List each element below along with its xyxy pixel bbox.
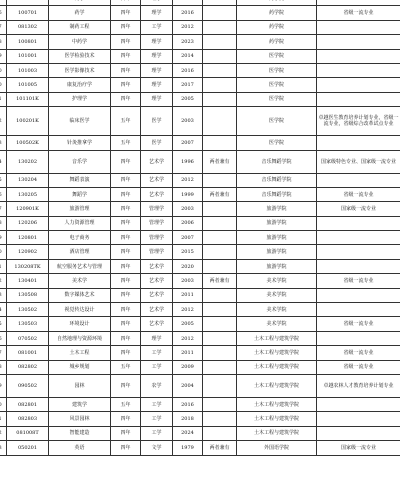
major-name-cell: 舞蹈学	[49, 187, 111, 201]
major-code-cell: 130205	[7, 187, 49, 201]
duration-cell: 五年	[111, 136, 141, 150]
table-row	[0, 412, 400, 426]
degree-field-cell: 文学	[141, 441, 173, 455]
degree-type-cell	[203, 49, 237, 63]
college-cell: 土木工程与建筑学院	[237, 426, 317, 440]
table-row	[0, 49, 400, 63]
start-year-cell: 2023	[173, 35, 203, 49]
degree-type-cell	[203, 245, 237, 259]
major-code-cell: 100502K	[7, 136, 49, 150]
college-cell: 土木工程与建筑学院	[237, 331, 317, 345]
duration-cell: 四年	[111, 346, 141, 360]
remarks-cell	[317, 412, 400, 426]
remarks-cell	[317, 331, 400, 345]
table-row	[0, 78, 400, 92]
table-row	[0, 274, 400, 288]
college-cell: 医学院	[237, 136, 317, 150]
degree-type-cell	[203, 78, 237, 92]
major-code-cell: 090502	[7, 374, 49, 397]
major-code-cell: 081001	[7, 346, 49, 360]
major-code-cell: 101003	[7, 63, 49, 77]
college-cell: 医学院	[237, 78, 317, 92]
major-code-cell: 082803	[7, 412, 49, 426]
degree-type-cell: 两者兼有	[203, 441, 237, 455]
duration-cell: 四年	[111, 63, 141, 77]
degree-field-cell: 医学	[141, 136, 173, 150]
major-name-cell: 酒店管理	[49, 245, 111, 259]
major-code-cell: 130503	[7, 317, 49, 331]
degree-type-cell: 两者兼有	[203, 274, 237, 288]
major-code-cell: 120801	[7, 231, 49, 245]
table-row	[0, 346, 400, 360]
table-row	[0, 216, 400, 230]
table-row	[0, 202, 400, 216]
major-name-cell: 人力资源管理	[49, 216, 111, 230]
remarks-cell	[317, 259, 400, 273]
major-code-cell: 120901K	[7, 202, 49, 216]
table-row	[0, 360, 400, 374]
college-cell: 医学院	[237, 49, 317, 63]
duration-cell: 五年	[111, 397, 141, 411]
major-name-cell: 康复治疗学	[49, 78, 111, 92]
degree-type-cell	[203, 397, 237, 411]
start-year-cell: 2007	[173, 136, 203, 150]
start-year-cell: 2015	[173, 245, 203, 259]
degree-field-cell: 理学	[141, 63, 173, 77]
major-code-cell: 070502	[7, 331, 49, 345]
college-cell: 旅游学院	[237, 216, 317, 230]
remarks-cell	[317, 78, 400, 92]
major-code-cell: 130202	[7, 150, 49, 173]
table-row	[0, 374, 400, 397]
degree-type-cell	[203, 259, 237, 273]
college-cell: 音乐舞蹈学院	[237, 150, 317, 173]
remarks-cell	[317, 63, 400, 77]
degree-type-cell	[203, 231, 237, 245]
degree-type-cell	[203, 6, 237, 20]
degree-field-cell: 艺术学	[141, 187, 173, 201]
major-code-cell: 081008T	[7, 426, 49, 440]
major-code-cell: 130508	[7, 288, 49, 302]
degree-field-cell: 理学	[141, 78, 173, 92]
duration-cell: 四年	[111, 274, 141, 288]
remarks-cell	[317, 136, 400, 150]
degree-field-cell: 艺术学	[141, 173, 173, 187]
start-year-cell: 2003	[173, 274, 203, 288]
duration-cell: 四年	[111, 374, 141, 397]
college-cell: 美术学院	[237, 317, 317, 331]
degree-field-cell: 工学	[141, 360, 173, 374]
major-code-cell: 100701	[7, 6, 49, 20]
start-year-cell: 2012	[173, 20, 203, 34]
major-name-cell: 土木工程	[49, 346, 111, 360]
table-row	[0, 136, 400, 150]
duration-cell: 四年	[111, 92, 141, 106]
college-cell: 土木工程与建筑学院	[237, 412, 317, 426]
degree-field-cell: 管理学	[141, 216, 173, 230]
duration-cell: 四年	[111, 20, 141, 34]
table-row	[0, 317, 400, 331]
degree-field-cell: 理学	[141, 6, 173, 20]
remarks-cell: 省级一流专业	[317, 6, 400, 20]
degree-field-cell: 艺术学	[141, 303, 173, 317]
duration-cell: 四年	[111, 426, 141, 440]
table-row	[0, 187, 400, 201]
degree-type-cell	[203, 173, 237, 187]
table-row	[0, 173, 400, 187]
remarks-cell	[317, 92, 400, 106]
degree-field-cell: 工学	[141, 346, 173, 360]
degree-field-cell: 医学	[141, 107, 173, 136]
start-year-cell: 2024	[173, 426, 203, 440]
major-code-cell: 130401	[7, 274, 49, 288]
start-year-cell: 2012	[173, 303, 203, 317]
major-name-cell: 护理学	[49, 92, 111, 106]
table-row	[0, 303, 400, 317]
duration-cell: 四年	[111, 288, 141, 302]
start-year-cell: 2012	[173, 331, 203, 345]
degree-field-cell: 艺术学	[141, 150, 173, 173]
duration-cell: 四年	[111, 245, 141, 259]
degree-type-cell	[203, 63, 237, 77]
major-name-cell: 视觉传达设计	[49, 303, 111, 317]
duration-cell: 四年	[111, 49, 141, 63]
degree-type-cell	[203, 107, 237, 136]
degree-type-cell	[203, 216, 237, 230]
degree-type-cell	[203, 303, 237, 317]
table-row	[0, 441, 400, 455]
remarks-cell: 卓越医生教育培养计划专业，省级一流专业，省级综合改革试点专业	[317, 107, 400, 136]
remarks-cell	[317, 20, 400, 34]
start-year-cell: 2003	[173, 107, 203, 136]
remarks-cell	[317, 288, 400, 302]
major-name-cell: 园林	[49, 374, 111, 397]
remarks-cell: 国家级特色专业、国家级一流专业	[317, 150, 400, 173]
table-row	[0, 6, 400, 20]
degree-field-cell: 理学	[141, 331, 173, 345]
major-name-cell: 药学	[49, 6, 111, 20]
college-cell: 医学院	[237, 92, 317, 106]
degree-field-cell: 工学	[141, 20, 173, 34]
major-code-cell: 130502	[7, 303, 49, 317]
major-name-cell: 电子商务	[49, 231, 111, 245]
duration-cell: 四年	[111, 259, 141, 273]
remarks-cell	[317, 49, 400, 63]
start-year-cell: 2016	[173, 397, 203, 411]
duration-cell: 五年	[111, 107, 141, 136]
degree-type-cell	[203, 374, 237, 397]
degree-field-cell: 理学	[141, 92, 173, 106]
degree-field-cell: 艺术学	[141, 259, 173, 273]
degree-field-cell: 艺术学	[141, 317, 173, 331]
major-code-cell: 082801	[7, 397, 49, 411]
college-cell: 药学院	[237, 6, 317, 20]
start-year-cell: 2004	[173, 374, 203, 397]
remarks-cell	[317, 231, 400, 245]
start-year-cell: 2016	[173, 6, 203, 20]
table-row	[0, 150, 400, 173]
table-row	[0, 231, 400, 245]
start-year-cell: 2005	[173, 92, 203, 106]
major-name-cell: 中药学	[49, 35, 111, 49]
duration-cell: 四年	[111, 6, 141, 20]
degree-type-cell: 两者兼有	[203, 150, 237, 173]
remarks-cell: 省级一流专业	[317, 360, 400, 374]
table-row	[0, 259, 400, 273]
college-cell: 土木工程与建筑学院	[237, 397, 317, 411]
degree-type-cell	[203, 360, 237, 374]
remarks-cell	[317, 245, 400, 259]
major-name-cell: 英语	[49, 441, 111, 455]
start-year-cell: 1979	[173, 441, 203, 455]
duration-cell: 四年	[111, 150, 141, 173]
major-code-cell: 130204	[7, 173, 49, 187]
major-code-cell: 101005	[7, 78, 49, 92]
remarks-cell	[317, 173, 400, 187]
college-cell: 土木工程与建筑学院	[237, 346, 317, 360]
degree-type-cell	[203, 92, 237, 106]
start-year-cell: 2011	[173, 288, 203, 302]
college-cell: 医学院	[237, 63, 317, 77]
major-name-cell: 医学影像技术	[49, 63, 111, 77]
college-cell: 音乐舞蹈学院	[237, 187, 317, 201]
duration-cell: 四年	[111, 202, 141, 216]
college-cell: 音乐舞蹈学院	[237, 173, 317, 187]
college-cell: 药学院	[237, 35, 317, 49]
remarks-cell: 国家级一流专业	[317, 202, 400, 216]
college-cell: 美术学院	[237, 274, 317, 288]
major-code-cell: 100201K	[7, 107, 49, 136]
degree-field-cell: 工学	[141, 412, 173, 426]
degree-field-cell: 管理学	[141, 245, 173, 259]
major-name-cell: 美术学	[49, 274, 111, 288]
college-cell: 药学院	[237, 20, 317, 34]
remarks-cell: 省级一流专业	[317, 274, 400, 288]
college-cell: 旅游学院	[237, 245, 317, 259]
major-name-cell: 临床医学	[49, 107, 111, 136]
table-row	[0, 426, 400, 440]
table-row	[0, 20, 400, 34]
remarks-cell	[317, 426, 400, 440]
major-code-cell: 082802	[7, 360, 49, 374]
table-row	[0, 397, 400, 411]
degree-field-cell: 管理学	[141, 202, 173, 216]
major-name-cell: 航空服务艺术与管理	[49, 259, 111, 273]
degree-field-cell: 农学	[141, 374, 173, 397]
degree-field-cell: 理学	[141, 35, 173, 49]
degree-type-cell	[203, 35, 237, 49]
degree-field-cell: 工学	[141, 426, 173, 440]
major-name-cell: 智能建造	[49, 426, 111, 440]
major-name-cell: 数字媒体艺术	[49, 288, 111, 302]
table-row	[0, 245, 400, 259]
start-year-cell: 2012	[173, 173, 203, 187]
start-year-cell: 2016	[173, 63, 203, 77]
duration-cell: 四年	[111, 216, 141, 230]
degree-type-cell	[203, 136, 237, 150]
start-year-cell: 2018	[173, 412, 203, 426]
college-cell: 土木工程与建筑学院	[237, 360, 317, 374]
duration-cell: 四年	[111, 187, 141, 201]
degree-type-cell	[203, 331, 237, 345]
college-cell: 土木工程与建筑学院	[237, 374, 317, 397]
major-name-cell: 制药工程	[49, 20, 111, 34]
degree-type-cell	[203, 202, 237, 216]
start-year-cell: 1996	[173, 150, 203, 173]
table-row	[0, 35, 400, 49]
college-cell: 美术学院	[237, 303, 317, 317]
remarks-cell: 省级一流专业	[317, 346, 400, 360]
duration-cell: 四年	[111, 441, 141, 455]
college-cell: 旅游学院	[237, 231, 317, 245]
remarks-cell: 卓越农林人才教育培养计划专业	[317, 374, 400, 397]
duration-cell: 四年	[111, 331, 141, 345]
start-year-cell: 2011	[173, 346, 203, 360]
major-code-cell: 100801	[7, 35, 49, 49]
start-year-cell: 2005	[173, 317, 203, 331]
table-row	[0, 63, 400, 77]
major-name-cell: 舞蹈表演	[49, 173, 111, 187]
major-code-cell: 130208TK	[7, 259, 49, 273]
start-year-cell: 2007	[173, 231, 203, 245]
start-year-cell: 2003	[173, 202, 203, 216]
degree-type-cell	[203, 412, 237, 426]
duration-cell: 四年	[111, 78, 141, 92]
table-row	[0, 288, 400, 302]
major-name-cell: 环境设计	[49, 317, 111, 331]
remarks-cell: 国家级一流专业	[317, 441, 400, 455]
duration-cell: 四年	[111, 35, 141, 49]
college-cell: 外国语学院	[237, 441, 317, 455]
table-row	[0, 92, 400, 106]
table-row	[0, 107, 400, 136]
major-name-cell: 音乐学	[49, 150, 111, 173]
duration-cell: 四年	[111, 173, 141, 187]
degree-field-cell: 艺术学	[141, 274, 173, 288]
college-cell: 旅游学院	[237, 202, 317, 216]
start-year-cell: 2006	[173, 216, 203, 230]
start-year-cell: 2017	[173, 78, 203, 92]
major-name-cell: 旅游管理	[49, 202, 111, 216]
degree-field-cell: 管理学	[141, 231, 173, 245]
duration-cell: 四年	[111, 231, 141, 245]
college-cell: 美术学院	[237, 288, 317, 302]
table-row	[0, 331, 400, 345]
remarks-cell	[317, 216, 400, 230]
degree-field-cell: 工学	[141, 397, 173, 411]
degree-type-cell	[203, 426, 237, 440]
remarks-cell	[317, 35, 400, 49]
duration-cell: 四年	[111, 317, 141, 331]
duration-cell: 四年	[111, 412, 141, 426]
major-code-cell: 050201	[7, 441, 49, 455]
remarks-cell: 省级一流专业	[317, 317, 400, 331]
start-year-cell: 2009	[173, 360, 203, 374]
degree-type-cell	[203, 20, 237, 34]
degree-type-cell	[203, 288, 237, 302]
major-code-cell: 120902	[7, 245, 49, 259]
major-code-cell: 120206	[7, 216, 49, 230]
remarks-cell: 省级一流专业	[317, 187, 400, 201]
start-year-cell: 2014	[173, 49, 203, 63]
major-name-cell: 风景园林	[49, 412, 111, 426]
degree-type-cell	[203, 346, 237, 360]
duration-cell: 四年	[111, 303, 141, 317]
start-year-cell: 2020	[173, 259, 203, 273]
start-year-cell: 1999	[173, 187, 203, 201]
college-cell: 旅游学院	[237, 259, 317, 273]
degree-type-cell	[203, 317, 237, 331]
major-name-cell: 医学检验技术	[49, 49, 111, 63]
degree-field-cell: 理学	[141, 49, 173, 63]
major-code-cell: 081302	[7, 20, 49, 34]
major-code-cell: 101101K	[7, 92, 49, 106]
degree-type-cell: 两者兼有	[203, 187, 237, 201]
major-name-cell: 建筑学	[49, 397, 111, 411]
remarks-cell	[317, 397, 400, 411]
major-code-cell: 101001	[7, 49, 49, 63]
major-name-cell: 针灸推拿学	[49, 136, 111, 150]
major-name-cell: 自然地理与资源环境	[49, 331, 111, 345]
college-cell: 医学院	[237, 107, 317, 136]
major-name-cell: 城乡规划	[49, 360, 111, 374]
degree-field-cell: 艺术学	[141, 288, 173, 302]
duration-cell: 五年	[111, 360, 141, 374]
remarks-cell	[317, 303, 400, 317]
